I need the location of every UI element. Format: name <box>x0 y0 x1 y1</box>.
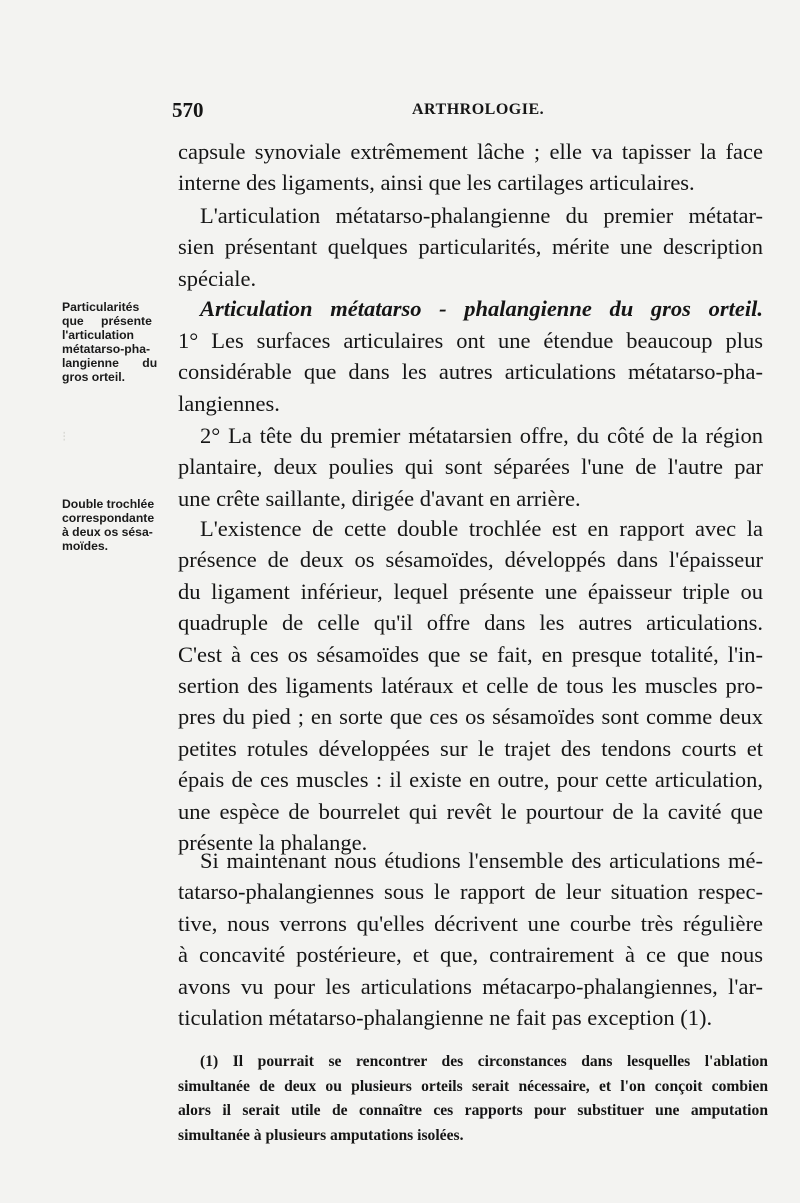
body-paragraph-6 <box>178 845 763 1033</box>
footnote-line: alors il serait utile de connaître ces rapports pour substituer une amputation <box>178 1102 768 1119</box>
margin-note-line: Double trochlée <box>62 497 155 511</box>
text-line: considérable que dans les autres articulations métatarso-pha- <box>178 359 763 385</box>
text-line: L'existence de cette double trochlée est en rapport avec la <box>200 516 763 541</box>
text-line: présente la phalange. <box>178 830 368 856</box>
text-line: ticulation métatarso-phalangienne ne fait pas exception (1). <box>178 1005 713 1031</box>
text-line: une espèce de bourrelet qui revêt le pourtour de la cavité que <box>178 798 763 824</box>
text-line: tive, nous verrons qu'elles décrivent une courbe très régulière <box>178 910 763 936</box>
footnote-line: (1) Il pourrait se rencontrer des circonstances dans lesquelles l'ablation <box>200 1053 768 1070</box>
margin-note-line: métatarso-pha- <box>62 342 151 356</box>
text-line: interne des ligaments, ainsi que les cartilages articulaires. <box>178 170 695 196</box>
section-heading <box>178 293 763 324</box>
bleed-through-mark: ⁝ <box>62 430 67 445</box>
body-paragraph-4 <box>178 420 763 514</box>
margin-note-line: moïdes. <box>62 539 109 553</box>
text-line: 1° Les surfaces articulaires ont une étendue beaucoup plus <box>178 328 763 353</box>
running-title: ARTHROLOGIE. <box>412 101 545 118</box>
body-paragraph-2 <box>178 200 763 294</box>
text-line: spéciale. <box>178 265 257 291</box>
page-number: 570 <box>172 98 204 122</box>
text-line: L'articulation métatarso-phalangienne du premier métatar- <box>200 203 763 228</box>
margin-note-line: Particularités <box>62 300 140 314</box>
text-line: présence de deux os sésamoïdes, développés dans l'épaisseur <box>178 547 763 573</box>
footnote-line: simultanée de deux ou plusieurs orteils serait nécessaire, et l'on conçoit combien <box>178 1077 768 1095</box>
margin-note-line: que présente <box>62 314 152 328</box>
text-line: une crête saillante, dirigée d'avant en arrière. <box>178 485 581 511</box>
text-line: tatarso-phalangiennes sous le rapport de leur situation respec- <box>178 879 763 905</box>
margin-note-line: à deux os sésa- <box>62 525 153 539</box>
text-line: sertion des ligaments latéraux et celle de tous les muscles pro- <box>178 673 763 699</box>
margin-note-line: correspondante <box>62 511 155 525</box>
text-line: épais de ces muscles : il existe en outre, pour cette articulation, <box>178 767 763 793</box>
running-head <box>172 98 762 128</box>
body-paragraph-1 <box>178 136 763 199</box>
text-line: Si maintenant nous étudions l'ensemble des articulations mé- <box>200 848 763 873</box>
margin-note-line: gros orteil. <box>62 370 125 384</box>
text-line: avons vu pour les articulations métacarpo-phalangiennes, l'ar- <box>178 973 763 999</box>
margin-note-line: l'articulation <box>62 328 134 342</box>
margin-note-double-trochlee <box>62 497 168 553</box>
text-line: langiennes. <box>178 390 280 416</box>
footnote <box>178 1050 768 1148</box>
text-line: sien présentant quelques particularités, mérite une description <box>178 234 763 260</box>
text-line: à concavité postérieure, et que, contrairement à ce que nous <box>178 942 763 968</box>
text-line: capsule synoviale extrêmement lâche ; elle va tapisser la face <box>178 139 763 164</box>
text-line: du ligament inférieur, lequel présente une épaisseur triple ou <box>178 578 763 604</box>
text-line: quadruple de celle qu'il offre dans les autres articulations. <box>178 610 763 636</box>
footnote-line: simultanée à plusieurs amputations isolées. <box>178 1126 464 1144</box>
section-heading-text: Articulation métatarso - phalangienne du gros orteil. <box>200 296 763 321</box>
text-line: 2° La tête du premier métatarsien offre, du côté de la région <box>200 423 763 448</box>
margin-note-gros-orteil <box>62 300 168 384</box>
margin-note-line: langienne du <box>62 356 158 370</box>
body-paragraph-5 <box>178 513 763 858</box>
text-line: C'est à ces os sésamoïdes que se fait, en presque totalité, l'in- <box>178 641 763 667</box>
text-line: petites rotules développées sur le trajet des tendons courts et <box>178 735 763 761</box>
text-line: plantaire, deux poulies qui sont séparées l'une de l'autre par <box>178 454 763 480</box>
text-line: pres du pied ; en sorte que ces os sésamoïdes sont comme deux <box>178 704 763 730</box>
body-paragraph-3 <box>178 325 763 419</box>
